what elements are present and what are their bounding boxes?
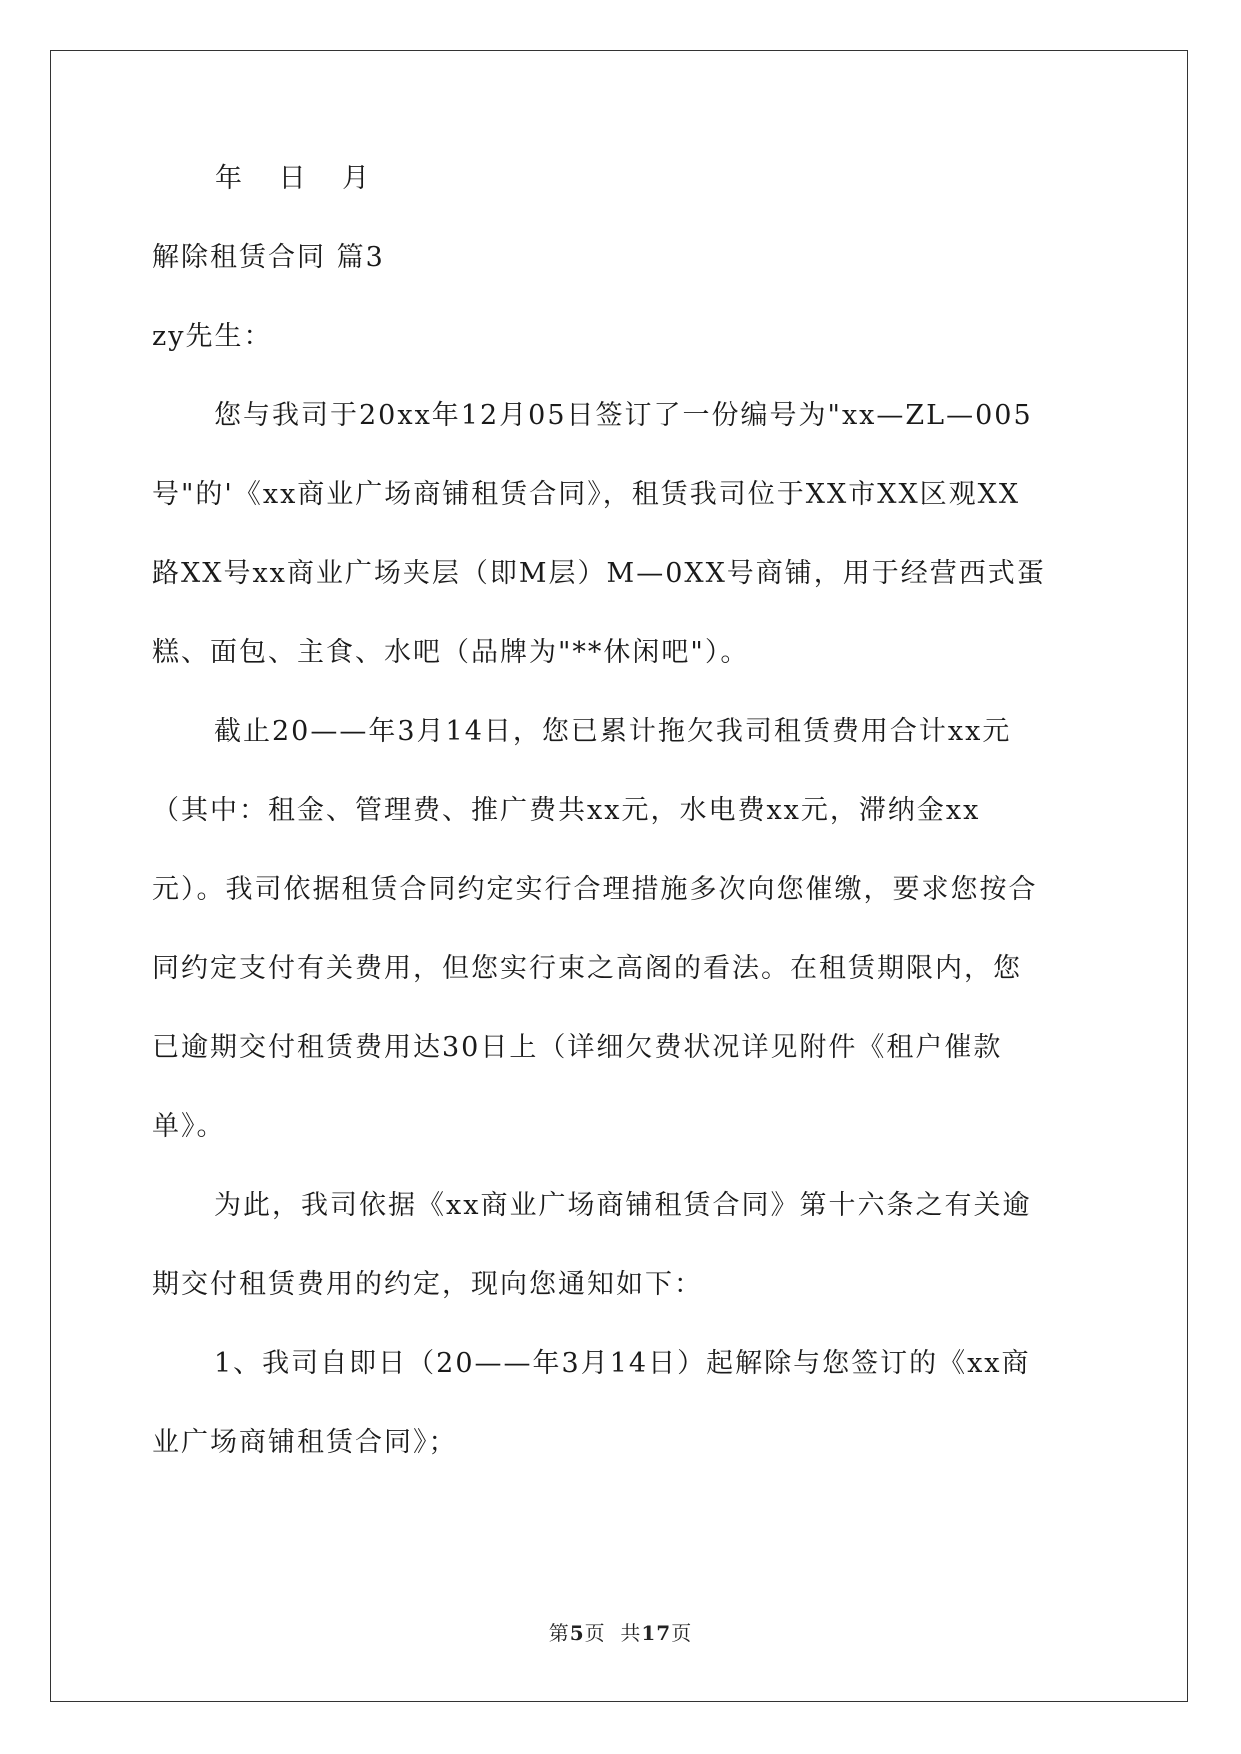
paragraph-line: 1、我司自即日（20——年3月14日）起解除与您签订的《xx商 [214, 1348, 1031, 1379]
paragraph-line: 期交付租赁费用的约定，现向您通知如下： [152, 1269, 703, 1300]
footer-prefix: 第 [548, 1621, 570, 1645]
paragraph-line: 同约定支付有关费用，但您实行束之高阁的看法。在租赁期限内，您 [152, 953, 1022, 984]
paragraph-line: 号"的'《xx商业广场商铺租赁合同》，租赁我司位于XX市XX区观XX [152, 479, 1021, 510]
paragraph-item-1 [152, 1345, 1086, 1462]
footer-suffix: 页 [671, 1621, 693, 1645]
paragraph-line: 路XX号xx商业广场夹层（即M层）M—0XX号商铺，用于经营西式蛋 [152, 558, 1046, 589]
paragraph-line: 截止20——年3月14日，您已累计拖欠我司租赁费用合计xx元 [214, 716, 1012, 747]
footer-mid: 页 共 [584, 1621, 642, 1645]
paragraph-line: 单》。 [152, 1111, 226, 1142]
date-line: 年 日 月 [215, 163, 384, 194]
paragraph-line: 您与我司于20xx年12月05日签订了一份编号为"xx—ZL—005 [214, 400, 1033, 431]
page-footer [0, 1617, 1241, 1646]
paragraph-line: 为此，我司依据《xx商业广场商铺租赁合同》第十六条之有关逾 [214, 1190, 1032, 1221]
paragraph-line: 已逾期交付租赁费用达30日上（详细欠费状况详见附件《租户催款 [152, 1032, 1003, 1063]
paragraph-contract-info [152, 397, 1086, 672]
paragraph-arrears [152, 713, 1086, 1146]
total-page-number: 17 [641, 1621, 672, 1645]
paragraph-notice [152, 1187, 1086, 1304]
paragraph-line: 业广场商铺租赁合同》； [152, 1427, 458, 1458]
section-title: 解除租赁合同 篇3 [152, 242, 385, 273]
paragraph-line: （其中：租金、管理费、推广费共xx元，水电费xx元，滞纳金xx [152, 795, 981, 826]
salutation: zy先生： [152, 321, 273, 352]
current-page-number: 5 [569, 1621, 585, 1645]
paragraph-line: 糕、面包、主食、水吧（品牌为"**休闲吧"）。 [152, 637, 750, 668]
paragraph-line: 元）。我司依据租赁合同约定实行合理措施多次向您催缴，要求您按合 [152, 874, 1038, 905]
